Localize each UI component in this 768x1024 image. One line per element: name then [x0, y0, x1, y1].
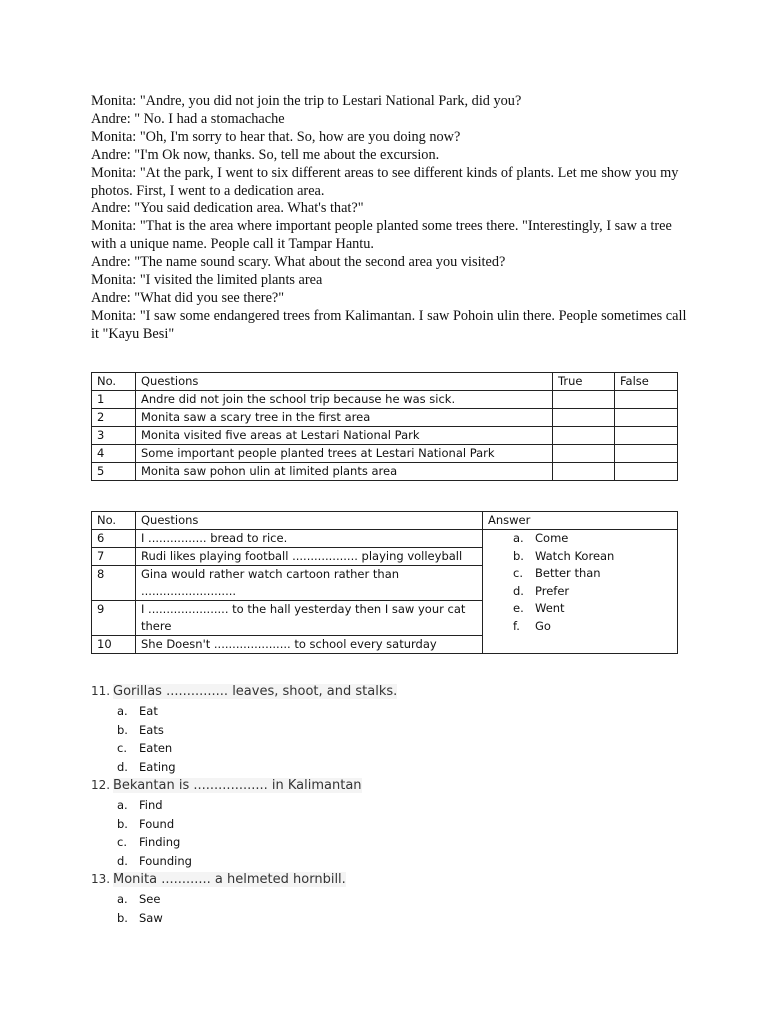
dialogue-line: Monita: "At the park, I went to six different areas to see different kinds of plants. Let me show you my photos. First, I went to a dedication area. [91, 164, 679, 199]
false-cell[interactable] [615, 427, 678, 445]
dialogue-line: Monita: "That is the area where important people planted some trees there. "Interestingly, I saw a tree with a unique name. People call it Tampar Hantu. [91, 218, 672, 253]
false-cell[interactable] [615, 409, 678, 427]
header-no: No. [92, 373, 136, 391]
dialogue-line: Monita: "Andre, you did not join the trip to Lestari National Park, did you? [91, 93, 522, 109]
row-question: Monita saw pohon ulin at limited plants area [136, 463, 553, 481]
header-false: False [615, 373, 678, 391]
dialogue-line: Andre: "I'm Ok now, thanks. So, tell me about the excursion. [91, 146, 440, 163]
table-header-row [92, 373, 678, 391]
table-row [92, 391, 678, 409]
dialogue-line: Andre: " No. I had a stomachache [91, 110, 285, 127]
header-true: True [553, 373, 615, 391]
option-a[interactable]: a. Eat [117, 704, 158, 718]
answer-option: b. Watch Korean [513, 548, 615, 563]
question-number: 13. [91, 872, 111, 886]
option-c[interactable]: c. Finding [117, 835, 181, 850]
table-row [92, 427, 678, 445]
row-number: 3 [92, 427, 136, 445]
option-b[interactable]: b. Saw [117, 910, 163, 925]
false-cell[interactable] [615, 391, 678, 409]
answer-option: f. Go [513, 618, 551, 633]
dialogue-passage [91, 93, 691, 344]
row-number: 10 [92, 636, 136, 654]
question-number: 11. [91, 684, 111, 698]
option-a[interactable]: a. See [117, 892, 161, 906]
matching-table [91, 511, 678, 654]
header-questions: Questions [136, 373, 553, 391]
answer-option: c. Better than [513, 566, 601, 580]
row-number: 5 [92, 463, 136, 481]
true-false-table [91, 372, 678, 481]
header-answer: Answer [483, 512, 678, 530]
question-number: 12. [91, 778, 111, 792]
table-header-row [92, 512, 678, 530]
row-question: Monita saw a scary tree in the first area [136, 409, 553, 427]
answer-option: a. Come [513, 531, 569, 545]
true-cell[interactable] [553, 463, 615, 481]
row-number: 2 [92, 409, 136, 427]
answer-option: d. Prefer [513, 583, 570, 598]
option-d[interactable]: d. Eating [117, 760, 176, 775]
row-question: Gina would rather watch cartoon rather than .......................... [136, 566, 483, 601]
option-c[interactable]: c. Eaten [117, 741, 173, 756]
dialogue-line: Monita: "Oh, I'm sorry to hear that. So, how are you doing now? [91, 128, 461, 145]
question-12 [91, 775, 362, 871]
row-question: Rudi likes playing football .................. playing volleyball [136, 548, 483, 566]
row-number: 9 [92, 601, 136, 636]
row-question: I ...................... to the hall yesterday then I saw your cat there [136, 601, 483, 636]
true-cell[interactable] [553, 409, 615, 427]
row-number: 1 [92, 391, 136, 409]
table-row [92, 530, 678, 548]
question-text: Bekantan is .................. in Kalimantan [113, 778, 362, 793]
row-question: She Doesn't ..................... to school every saturday [136, 636, 483, 654]
question-11 [91, 681, 397, 777]
header-no: No. [92, 512, 136, 530]
row-question: I ................ bread to rice. [136, 530, 483, 548]
true-cell[interactable] [553, 427, 615, 445]
false-cell[interactable] [615, 463, 678, 481]
dialogue-line: Monita: "I saw some endangered trees from Kalimantan. I saw Pohoin ulin there. People sometimes call it "Kayu Besi" [91, 307, 687, 342]
dialogue-line: Andre: "The name sound scary. What about the second area you visited? [91, 254, 506, 271]
row-number: 8 [92, 566, 136, 601]
row-question: Some important people planted trees at Lestari National Park [136, 445, 553, 463]
row-number: 7 [92, 548, 136, 566]
option-a[interactable]: a. Find [117, 798, 163, 812]
question-text: Monita ............ a helmeted hornbill. [113, 872, 346, 887]
answer-list [488, 530, 672, 635]
dialogue-line: Andre: "What did you see there?" [91, 289, 285, 306]
true-cell[interactable] [553, 391, 615, 409]
table-row [92, 463, 678, 481]
row-question: Andre did not join the school trip because he was sick. [136, 391, 553, 409]
answer-option: e. Went [513, 601, 565, 615]
table-row [92, 445, 678, 463]
table-row [92, 409, 678, 427]
dialogue-line: Andre: "You said dedication area. What's that?" [91, 200, 364, 217]
false-cell[interactable] [615, 445, 678, 463]
row-number: 4 [92, 445, 136, 463]
row-number: 6 [92, 530, 136, 548]
row-question: Monita visited five areas at Lestari National Park [136, 427, 553, 445]
answer-options-cell [483, 530, 678, 654]
option-b[interactable]: b. Found [117, 816, 175, 831]
dialogue-line: Monita: "I visited the limited plants area [91, 272, 323, 289]
option-d[interactable]: d. Founding [117, 854, 192, 869]
header-questions: Questions [136, 512, 483, 530]
option-b[interactable]: b. Eats [117, 722, 164, 737]
question-13 [91, 869, 346, 927]
question-text: Gorillas ............... leaves, shoot, and stalks. [113, 684, 398, 699]
true-cell[interactable] [553, 445, 615, 463]
